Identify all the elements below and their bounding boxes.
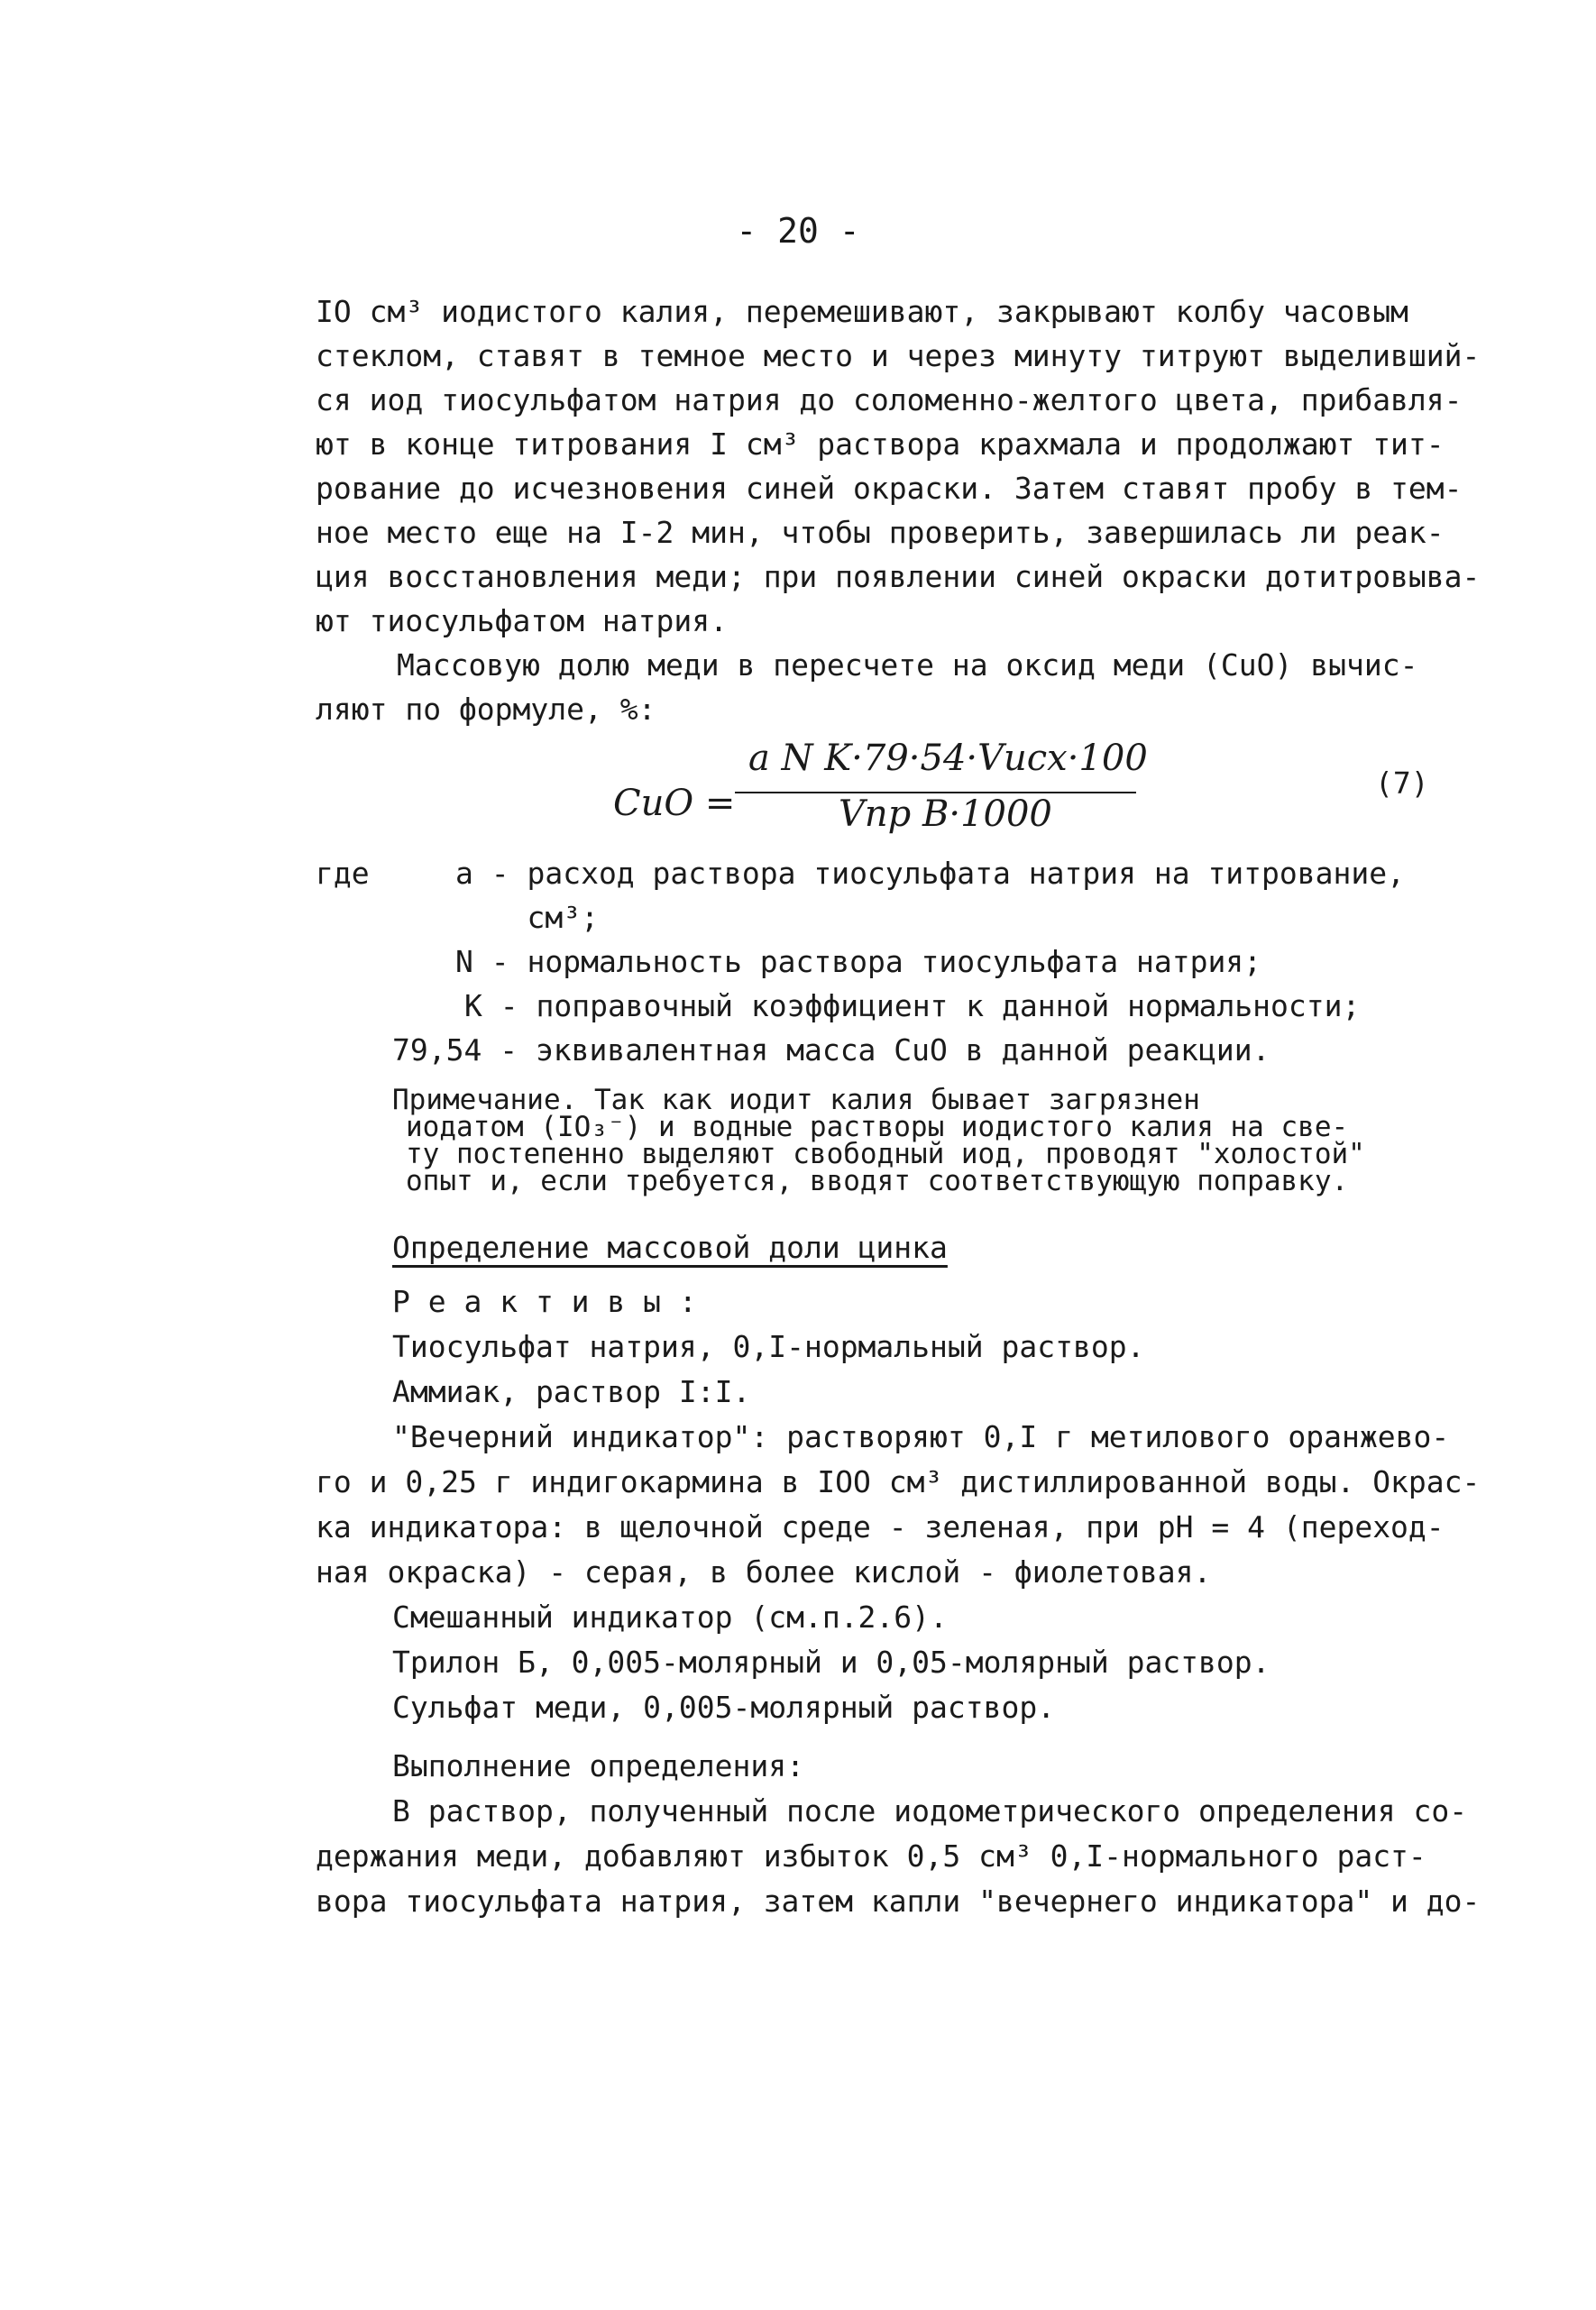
note-line: иодатом (IO₃⁻) и водные растворы иодистого калия на све- — [406, 1111, 1349, 1143]
reagent-line: Аммиак, раствор I:I. — [392, 1374, 751, 1409]
reagent-line: Смешанный индикатор (см.п.2.6). — [392, 1600, 948, 1635]
procedure-label: Выполнение определения: — [392, 1748, 804, 1783]
reagent-line: ная окраска) - серая, в более кислой - фиолетовая. — [316, 1554, 1212, 1590]
text-line: ся иод тиосульфатом натрия до соломенно-желтого цвета, прибавля- — [316, 382, 1463, 417]
text-line: Массовую долю меди в пересчете на оксид меди (CuO) вычис- — [397, 647, 1418, 683]
formula-number: (7) — [1375, 765, 1429, 801]
definition-line: см³; — [455, 900, 599, 935]
where-label: где — [316, 856, 370, 891]
formula-numerator: a N K·79·54·Vисх·100 — [748, 738, 1148, 779]
text-line: рование до исчезновения синей окраски. Затем ставят пробу в тем- — [316, 471, 1463, 506]
reagents-label: Р е а к т и в ы : — [392, 1284, 697, 1319]
procedure-line: вора тиосульфата натрия, затем капли "вечернего индикатора" и до- — [316, 1884, 1481, 1919]
reagent-line: го и 0,25 г индигокармина в IOO см³ дистиллированной воды. Окрас- — [316, 1464, 1481, 1499]
reagent-line: "Вечерний индикатор": растворяют 0,I г метилового оранжево- — [392, 1419, 1450, 1454]
text-line: стеклом, ставят в темное место и через минуту титруют выделивший- — [316, 338, 1481, 373]
reagent-line: Тиосульфат натрия, 0,I-нормальный раствор. — [392, 1329, 1145, 1364]
text-line: IO см³ иодистого калия, перемешивают, закрывают колбу часовым — [316, 294, 1408, 329]
procedure-line: В раствор, полученный после иодометрического определения со- — [392, 1793, 1468, 1829]
definition-line: N - нормальность раствора тиосульфата натрия; — [455, 944, 1262, 979]
reagent-line: Сульфат меди, 0,005-молярный раствор. — [392, 1690, 1056, 1725]
page-number: - 20 - — [736, 211, 860, 251]
formula-denominator: Vпр B·1000 — [839, 793, 1052, 835]
note-line: Примечание. Так как иодит калия бывает загрязнен — [392, 1084, 1200, 1116]
section-title: Определение массовой доли цинка — [392, 1230, 948, 1265]
text-line: ют тиосульфатом натрия. — [316, 603, 728, 638]
text-line: ляют по формуле, %: — [316, 692, 656, 727]
note-line: опыт и, если требуется, вводят соответствующую поправку. — [406, 1165, 1349, 1197]
note-line: ту постепенно выделяют свободный иод, проводят "холостой" — [406, 1138, 1365, 1170]
procedure-line: держания меди, добавляют избыток 0,5 см³ 0,I-нормального раст- — [316, 1838, 1426, 1874]
text-line: ют в конце титрования I см³ раствора крахмала и продолжают тит- — [316, 426, 1445, 462]
formula-lhs: CuO = — [613, 783, 736, 824]
definition-line: a - расход раствора тиосульфата натрия на титрование, — [455, 856, 1405, 891]
reagent-line: Трилон Б, 0,005-молярный и 0,05-молярный раствор. — [392, 1645, 1270, 1680]
definition-line: K - поправочный коэффициент к данной нормальности; — [464, 988, 1361, 1023]
text-line: ция восстановления меди; при появлении синей окраски дотитровыва- — [316, 559, 1481, 594]
text-line: ное место еще на I-2 мин, чтобы проверить, завершилась ли реак- — [316, 515, 1445, 550]
reagent-line: ка индикатора: в щелочной среде - зеленая, при pH = 4 (переход- — [316, 1509, 1445, 1545]
definition-line: 79,54 - эквивалентная масса CuO в данной реакции. — [392, 1032, 1270, 1068]
